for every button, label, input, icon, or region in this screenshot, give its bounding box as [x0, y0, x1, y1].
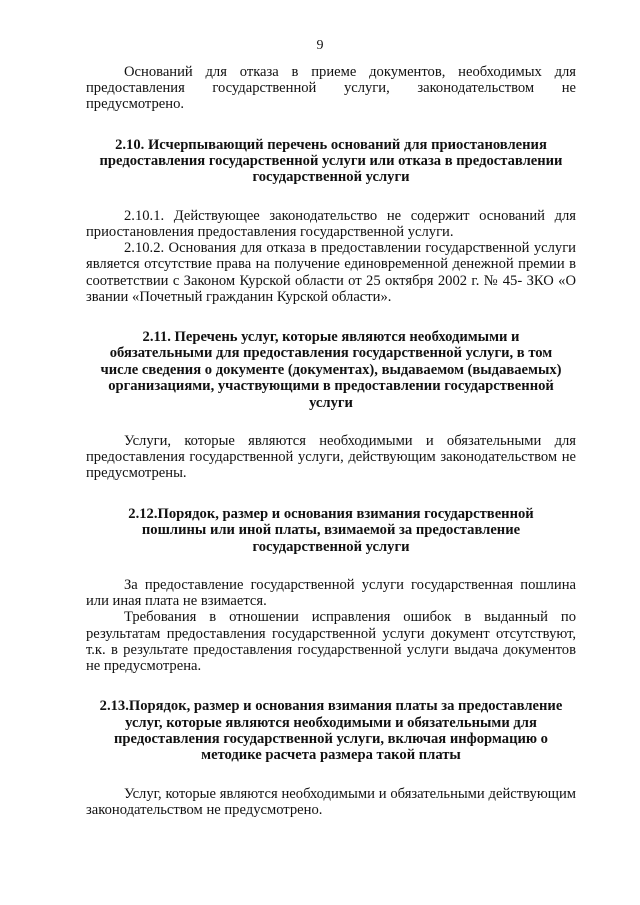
section-2-10-paragraph-1: 2.10.1. Действующее законодательство не содержит оснований для приостановления предоставления государственной услуги.	[86, 207, 576, 241]
section-2-10-paragraph-2: 2.10.2. Основания для отказа в предоставлении государственной услуги является отсутствие права на получение единовременной денежной премии в соответствии с Законом Курской области от 25 октября 2002 г. № 45- ЗКО «О звании «Почетный гражданин Курской области».	[86, 240, 576, 305]
section-2-12-paragraph-2: Требования в отношении исправления ошибок в выданный по результатам предоставления государственной услуги документ отсутствуют, т.к. в результате предоставления государственной услуги выдача документов не предусмотрена.	[86, 609, 576, 674]
document-body	[86, 64, 576, 818]
section-2-10-heading: 2.10. Исчерпывающий перечень оснований для приостановления предоставления государственной услуги или отказа в предоставлении государственной услуги	[99, 136, 563, 186]
section-2-13	[86, 698, 576, 818]
section-2-10	[86, 137, 576, 305]
section-2-11-heading: 2.11. Перечень услуг, которые являются необходимыми и обязательными для предоставления государственной услуги, в том числе сведения о документе (документах), выдаваемом (выдаваемых) организациями, участвующими в предоставлении государственной услуги	[100, 329, 562, 411]
section-2-13-paragraph-1: Услуг, которые являются необходимыми и обязательными действующим законодательством не предусмотрено.	[86, 785, 576, 818]
section-2-12-heading: 2.12.Порядок, размер и основания взимания государственной пошлины или иной платы, взимаемой за предоставление государственной услуги	[128, 505, 534, 555]
section-2-12	[86, 506, 576, 674]
section-2-12-paragraph-1: За предоставление государственной услуги государственная пошлина или иная плата не взимается.	[86, 576, 576, 610]
intro-paragraph: Оснований для отказа в приеме документов, необходимых для предоставления государственной услуги, законодательством не предусмотрено.	[86, 64, 576, 113]
section-2-13-heading: 2.13.Порядок, размер и основания взимания платы за предоставление услуг, которые являются необходимыми и обязательными для предоставления государственной услуги, включая информацию о методике расчета размера такой платы	[99, 698, 563, 764]
page-number: 9	[316, 38, 324, 53]
section-2-11-paragraph-1: Услуги, которые являются необходимыми и обязательными для предоставления государственной услуги, действующим законодательством не предусмотрены.	[86, 433, 576, 482]
section-2-11	[86, 329, 576, 482]
